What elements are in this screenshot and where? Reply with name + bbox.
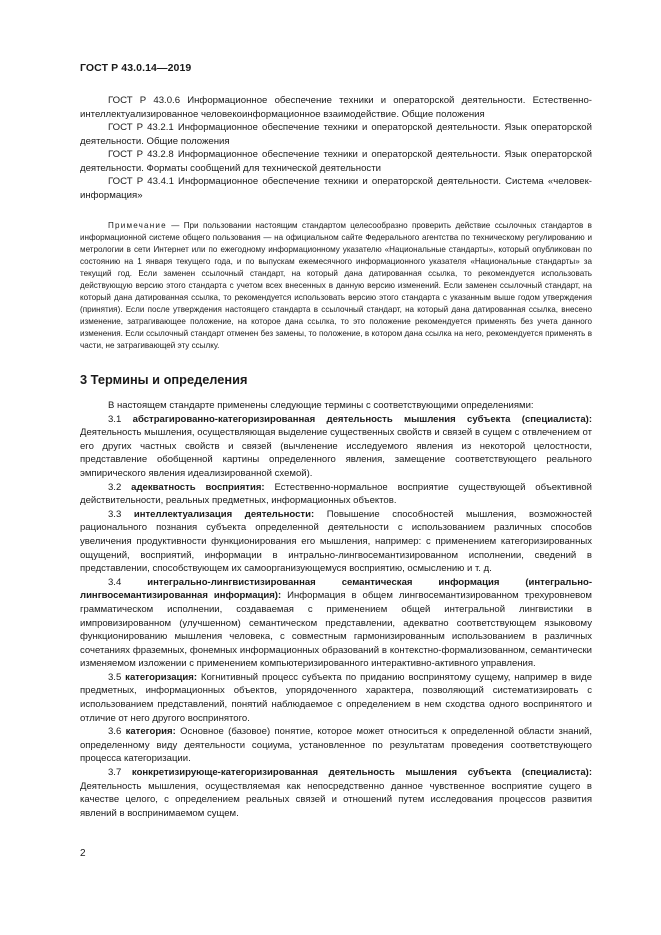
term-name: конкретизирующе-категоризированная деятельность мышления субъекта (специалиста): [131,767,593,779]
term-number: 3.2 [108,481,122,493]
term-definition: Информация в общем лингвосемантизированном трехуровневом грамматическом исполнении, создаваемая с применением общей интегральной лингвистики в импровизированном (улучшенном) семантическом представлении, адекватно соответствующем языковому функционированию мышления человека, с совместным гармонизированным использованием в различных сочетаниях фраземных, фонемных информационных образований в контекстно-формализованном, семантически изменяемом изложении с применением компьютеризированного интерактивно-активного управления. [80,590,592,670]
term-entry [80,413,592,481]
term-name: категоризация: [125,671,198,683]
term-name: категория: [125,726,176,738]
reference-item: ГОСТ Р 43.4.1 Информационное обеспечение техники и операторской деятельности. Система «человек-информация» [80,176,592,201]
term-entry [80,576,592,671]
term-number: 3.4 [108,576,122,588]
document-header: ГОСТ Р 43.0.14—2019 [80,62,192,74]
reference-item: ГОСТ Р 43.0.6 Информационное обеспечение техники и операторской деятельности. Естественно-интеллектуализированное человекоинформационное взаимодействие. Общие положения [80,95,592,120]
term-entry [80,508,592,576]
term-name: абстрагированно-категоризированная деятельность мышления субъекта (специалиста): [132,413,592,425]
term-number: 3.1 [108,413,122,425]
term-definition: Деятельность мышления, осуществляющая выделение существенных свойств и связей в сущем с отвлечением от его других частных свойств и связей (вычленение исследуемого явления из некоторой целостности, представление обобщенной картины определенного явления, замещение соответствующего реального эмпирического явления идеализированной схемой). [80,427,592,479]
note-paragraph [80,220,592,353]
term-name: адекватность восприятия: [131,481,265,493]
section-intro: В настоящем стандарте применены следующие термины с соответствующими определениями: [108,400,534,411]
term-number: 3.3 [108,508,122,520]
term-definition: Естественно-нормальное восприятие существующей объективной действительности, реальных предметных, информационных объектов. [80,481,592,507]
term-number: 3.7 [108,767,122,779]
term-definition: Когнитивный процесс субъекта по приданию воспринятому сущему, например в виде предметных, информационных объектов, упорядоченного характера, позволяющий систематизировать с использованием представлений, понятий наблюдаемое с определением в нем сходства одного воспринятого и отличие от него другого воспринятого. [80,671,592,724]
section-title: 3 Термины и определения [80,372,248,387]
term-number: 3.6 [108,726,122,738]
term-number: 3.5 [108,671,122,683]
note-text: — При пользовании настоящим стандартом целесообразно проверить действие ссылочных стандартов в информационной системе общего пользования — на официальном сайте Федерального агентства по техническому регулированию и метрологии в сети Интернет или по ежегодному информационному указателю «Национальные стандарты», который опубликован по состоянию на 1 января текущего года, и по выпускам ежемесячного информационного указателя «Национальные стандарты» за текущий год. Если заменен ссылочный стандарт, на который дана датированная ссылка, то рекомендуется использовать действующую версию этого стандарта с учетом всех внесенных в данную версию изменений. Если заменен ссылочный стандарт, на который дана датированная ссылка, то рекомендуется использовать версию этого стандарта с указанным выше годом утверждения (принятия). Если после утверждения настоящего стандарта в ссылочный стандарт, на который дана датированная ссылка, внесено изменение, затрагивающее положение, на которое дана ссылка, то это положение рекомендуется применять без учета данного изменения. Если ссылочный стандарт отменен без замены, то положение, в котором дана ссылка на него, рекомендуется применять в части, не затрагивающей эту ссылку. [80,221,592,351]
term-name: интеллектуализация деятельности: [133,508,315,520]
term-entry [80,671,592,725]
reference-item: ГОСТ Р 43.2.1 Информационное обеспечение техники и операторской деятельности. Язык операторской деятельности. Общие положения [80,122,592,147]
term-entry [80,725,592,766]
term-entry [80,766,592,820]
term-definition: Повышение способностей мышления, возможностей рационального познания субъекта определенной деятельности с использованием различных способов увеличения продуктивности функционирования его мышления, например: с применением категоризированных ощущений, восприятий, информации в интрально-лингвосемантизированном исполнении, сведений в представлении, способствующем их самоорганизующемуся восприятию, осмыслению и т. д. [80,508,592,575]
section-body [80,399,592,820]
term-entry [80,481,592,508]
term-definition: Основное (базовое) понятие, которое может относиться к определенной области знаний, определенному виду деятельности социума, установленное по результатам проведения соответствующего процесса категоризации. [80,726,592,765]
page-number: 2 [80,848,86,859]
note-label: Примечание [108,221,167,230]
reference-item: ГОСТ Р 43.2.8 Информационное обеспечение техники и операторской деятельности. Язык операторской деятельности. Форматы сообщений для технической деятельности [80,149,592,174]
term-name: интегрально-лингвистизированная семантическая информация (интегрально-лингвосемантизированная информация): [80,576,592,602]
term-definition: Деятельность мышления, осуществляемая как непосредственно данное чувственное восприятие сущего в качестве целого, с определением реальных связей и отношений путем исследования процессов развития явлений в воспринимаемом сущем. [80,780,592,819]
normative-references [80,94,592,202]
